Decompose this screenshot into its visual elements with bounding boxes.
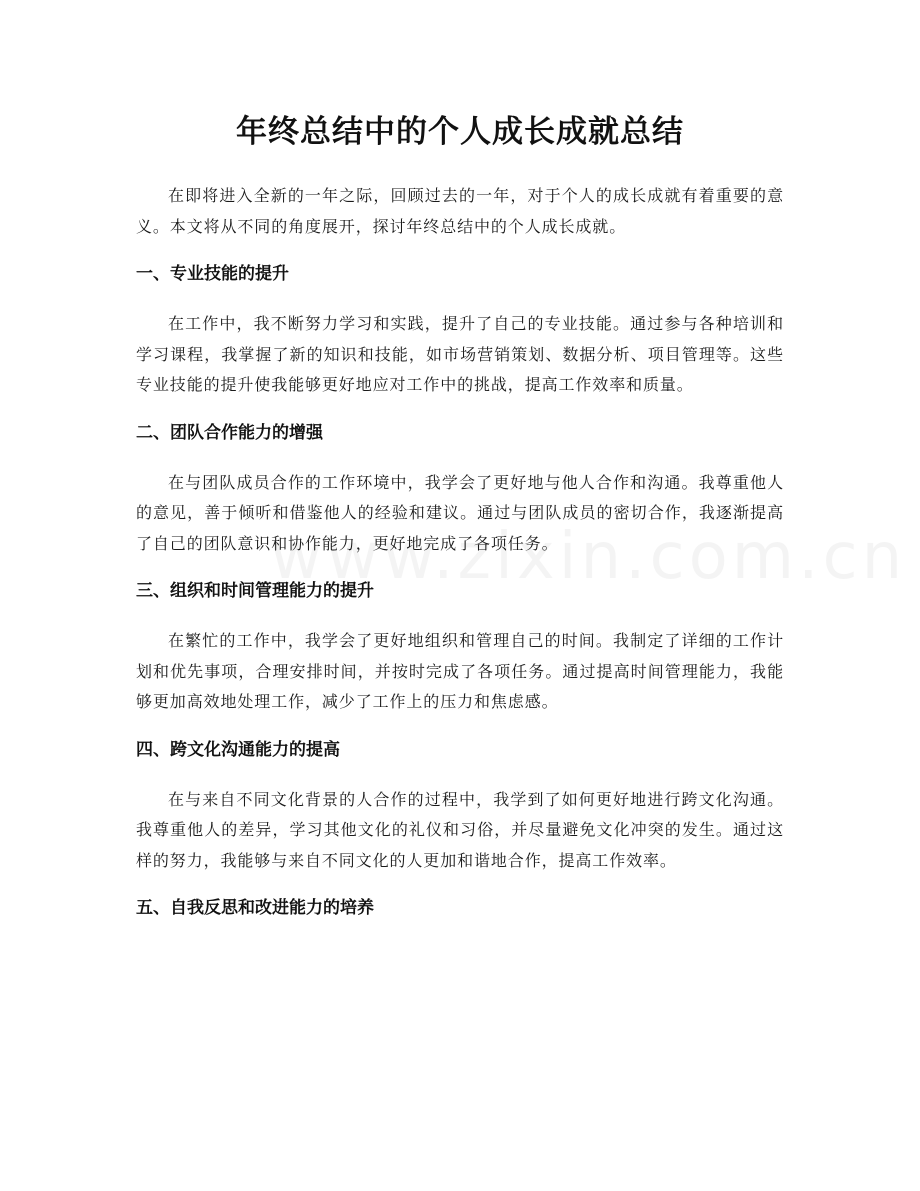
section-body-2: 在与团队成员合作的工作环境中，我学会了更好地与他人合作和沟通。我尊重他人的意见，善于倾听和借鉴他人的经验和建议。通过与团队成员的密切合作，我逐渐提高了自己的团队意识和协作能力，更好地完成了各项任务。 xyxy=(136,472,784,553)
document-title: 年终总结中的个人成长成就总结 xyxy=(236,114,684,150)
section-heading-5: 五、自我反思和改进能力的培养 xyxy=(136,898,374,918)
section-heading-4: 四、跨文化沟通能力的提高 xyxy=(136,739,340,760)
section-body-1: 在工作中，我不断努力学习和实践，提升了自己的专业技能。通过参与各种培训和学习课程，我掌握了新的知识和技能，如市场营销策划、数据分析、项目管理等。这些专业技能的提升使我能够更好地应对工作中的挑战，提高工作效率和质量。 xyxy=(136,314,784,394)
section-heading-1: 一、专业技能的提升 xyxy=(136,264,289,284)
section-heading-3: 三、组织和时间管理能力的提升 xyxy=(136,581,374,601)
intro-paragraph: 在即将进入全新的一年之际，回顾过去的一年，对于个人的成长成就有着重要的意义。本文将从不同的角度展开，探讨年终总结中的个人成长成就。 xyxy=(136,186,784,236)
section-body-3: 在繁忙的工作中，我学会了更好地组织和管理自己的时间。我制定了详细的工作计划和优先事项，合理安排时间，并按时完成了各项任务。通过提高时间管理能力，我能够更加高效地处理工作，减少了工作上的压力和焦虑感。 xyxy=(136,631,784,711)
section-body-4: 在与来自不同文化背景的人合作的过程中，我学到了如何更好地进行跨文化沟通。我尊重他人的差异，学习其他文化的礼仪和习俗，并尽量避免文化冲突的发生。通过这样的努力，我能够与来自不同文化的人更加和谐地合作，提高工作效率。 xyxy=(136,789,784,870)
section-heading-2: 二、团队合作能力的增强 xyxy=(136,422,323,443)
